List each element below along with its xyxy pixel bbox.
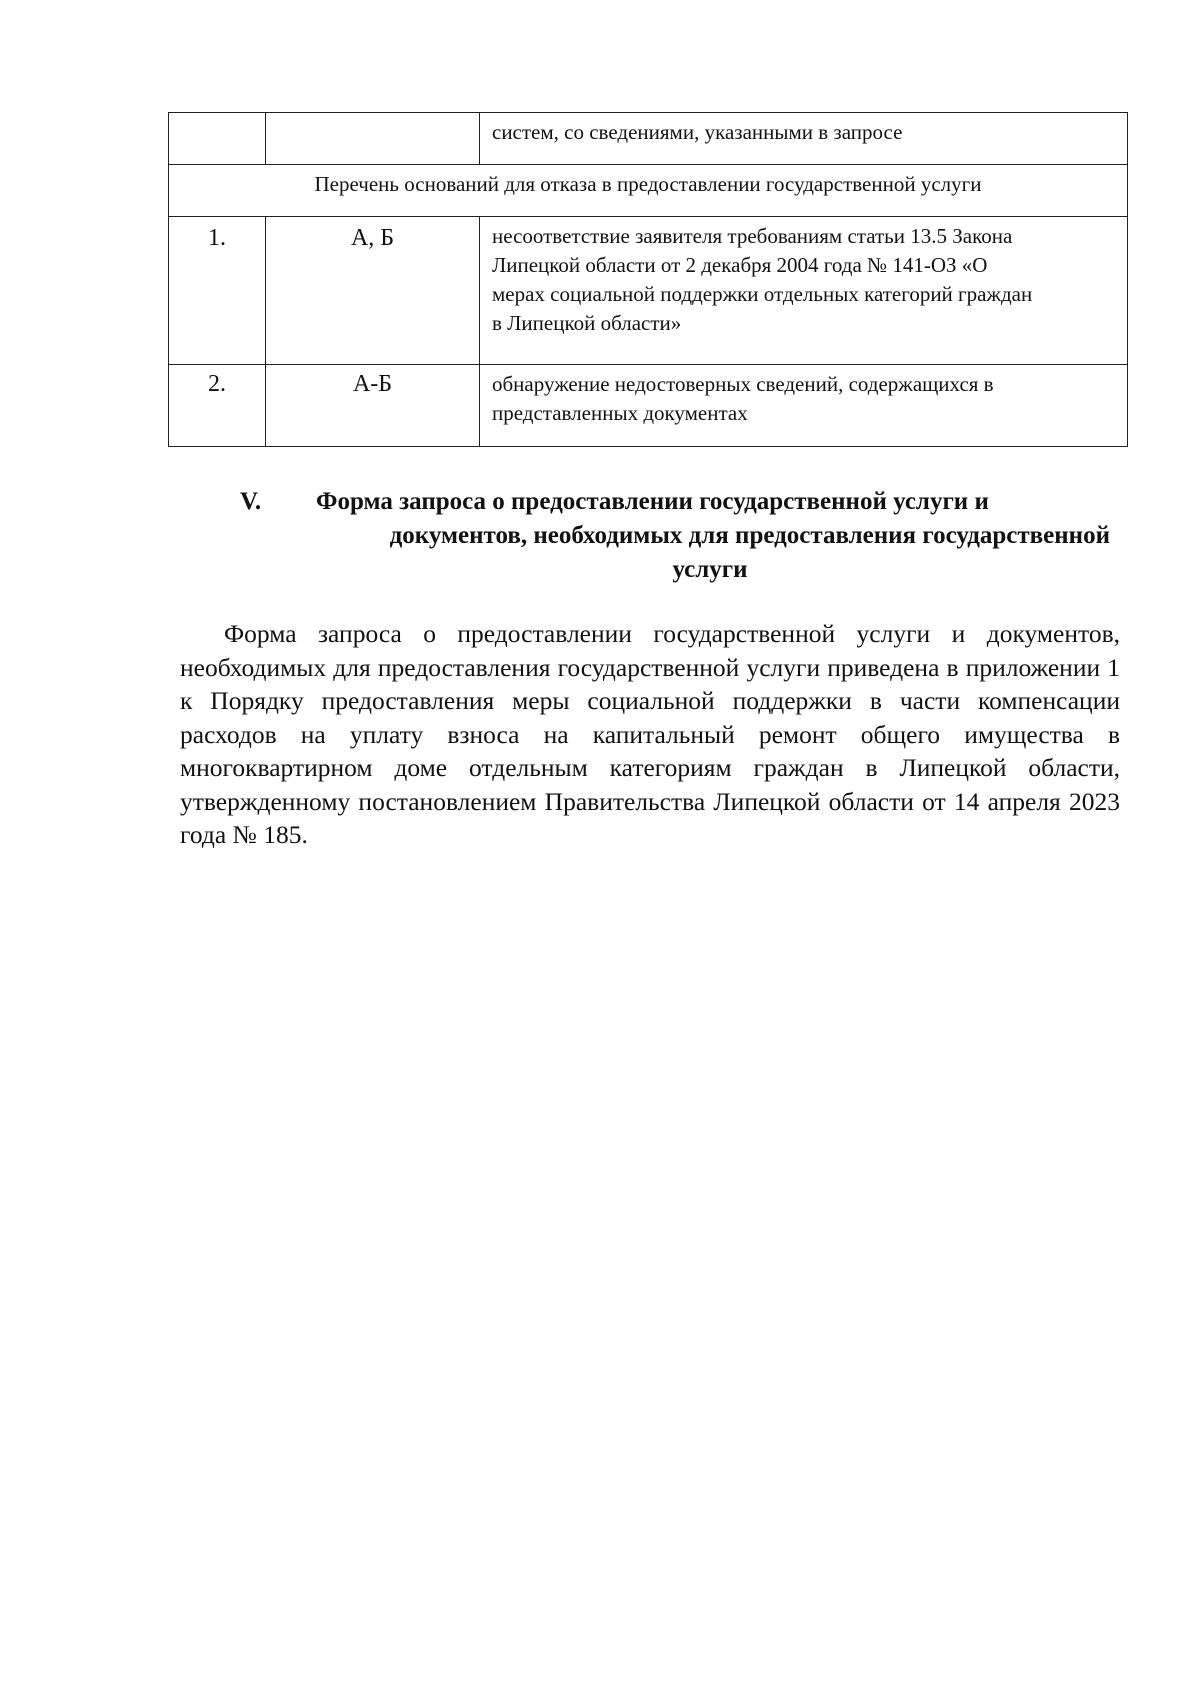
applicant-category-cell: А-Б [266,365,480,447]
table-row [169,217,1128,365]
table-section-header-row [169,165,1128,217]
section-heading-line [240,485,1120,519]
section-heading-line: документов, необходимых для предоставления государственной [389,522,1110,549]
table-row [169,365,1128,447]
ground-description-cell [480,217,1128,365]
row-number-cell: 1. [169,217,266,365]
applicant-category-cell [266,113,480,165]
section-heading-line: услуги [672,556,748,583]
row-number-cell: 2. [169,365,266,447]
description-line: несоответствие заявителя требованиям статьи 13.5 Закона [492,224,1013,248]
section-title-part: Форма запроса о предоставлении государственной услуги и [316,488,989,515]
row-number-cell [169,113,266,165]
section-paragraph: Форма запроса о предоставлении государственной услуги и документов, необходимых для предоставления государственной услуги приведена в приложении 1 к Порядку предоставления меры социальной поддержки в части компенсации расходов на уплату взноса на капитальный ремонт общего имущества в многоквартирном доме отдельным категориям граждан в Липецкой области, утвержденному постановлением Правительства Липецкой области от 14 апреля 2023 года № 185. [180,619,1120,849]
description-line: Липецкой области от 2 декабря 2004 года № 141-ОЗ «О [492,253,988,277]
applicant-category-cell: А, Б [266,217,480,365]
refusal-grounds-table [168,112,1128,447]
table-row [169,113,1128,165]
description-line: обнаружение недостоверных сведений, содержащихся в [492,372,994,396]
description-line: представленных документах [492,401,748,425]
description-line: в Липецкой области» [492,311,682,335]
section-numeral: V. [240,488,262,515]
description-line: мерах социальной поддержки отдельных категорий граждан [492,282,1033,306]
ground-description-cell: систем, со сведениями, указанными в запросе [480,113,1128,165]
table-section-header: Перечень оснований для отказа в предоставлении государственной услуги [169,165,1128,217]
ground-description-cell [480,365,1128,447]
section-heading [240,485,1120,587]
